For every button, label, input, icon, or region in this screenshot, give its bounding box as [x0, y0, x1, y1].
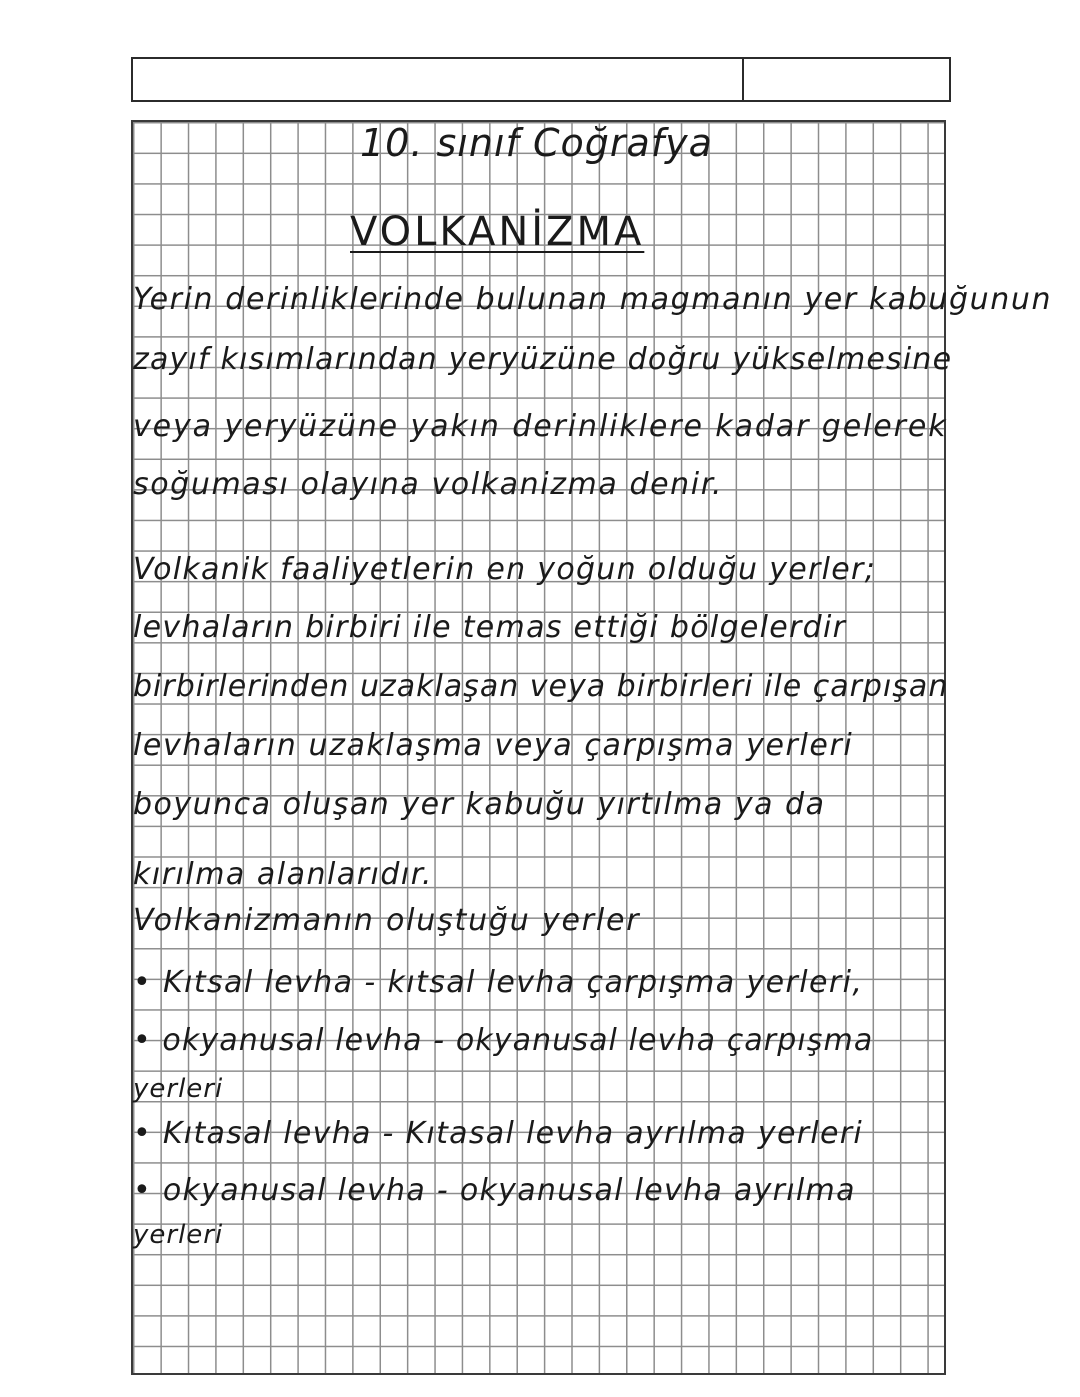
list-heading: Volkanizmanın oluştuğu yerler [133, 903, 641, 938]
list-item-continuation: yerleri [133, 1074, 224, 1104]
list-item: • Kıtasal levha - Kıtasal levha ayrılma yerleri [133, 1116, 864, 1151]
subject-heading: VOLKANİZMA [350, 209, 645, 255]
text-line: levhaların birbiri ile temas ettiği bölgelerdir [133, 610, 847, 645]
list-item-continuation: yerleri [133, 1220, 224, 1250]
text-line: zayıf kısımlarından yeryüzüne doğru yükselmesine [133, 342, 953, 377]
text-line: soğuması olayına volkanizma denir. [133, 467, 724, 502]
header-divider [742, 59, 744, 100]
text-line: birbirlerinden uzaklaşan veya birbirleri ile çarpışan [133, 669, 949, 704]
page-title: 10. sınıf Coğrafya [360, 121, 713, 165]
text-line: Volkanik faaliyetlerin en yoğun olduğu yerler; [133, 552, 877, 587]
list-item: • Kıtsal levha - kıtsal levha çarpışma yerleri, [133, 965, 864, 1000]
text-line: kırılma alanlarıdır. [133, 857, 433, 892]
text-line: levhaların uzaklaşma veya çarpışma yerleri [133, 728, 854, 763]
list-item: • okyanusal levha - okyanusal levha ayrılma [133, 1173, 856, 1208]
header-box [131, 57, 951, 102]
text-line: veya yeryüzüne yakın derinliklere kadar gelerek [133, 409, 948, 444]
text-line: boyunca oluşan yer kabuğu yırtılma ya da [133, 787, 826, 822]
list-item: • okyanusal levha - okyanusal levha çarpışma [133, 1023, 874, 1058]
text-line: Yerin derinliklerinde bulunan magmanın yer kabuğunun [133, 282, 1053, 317]
